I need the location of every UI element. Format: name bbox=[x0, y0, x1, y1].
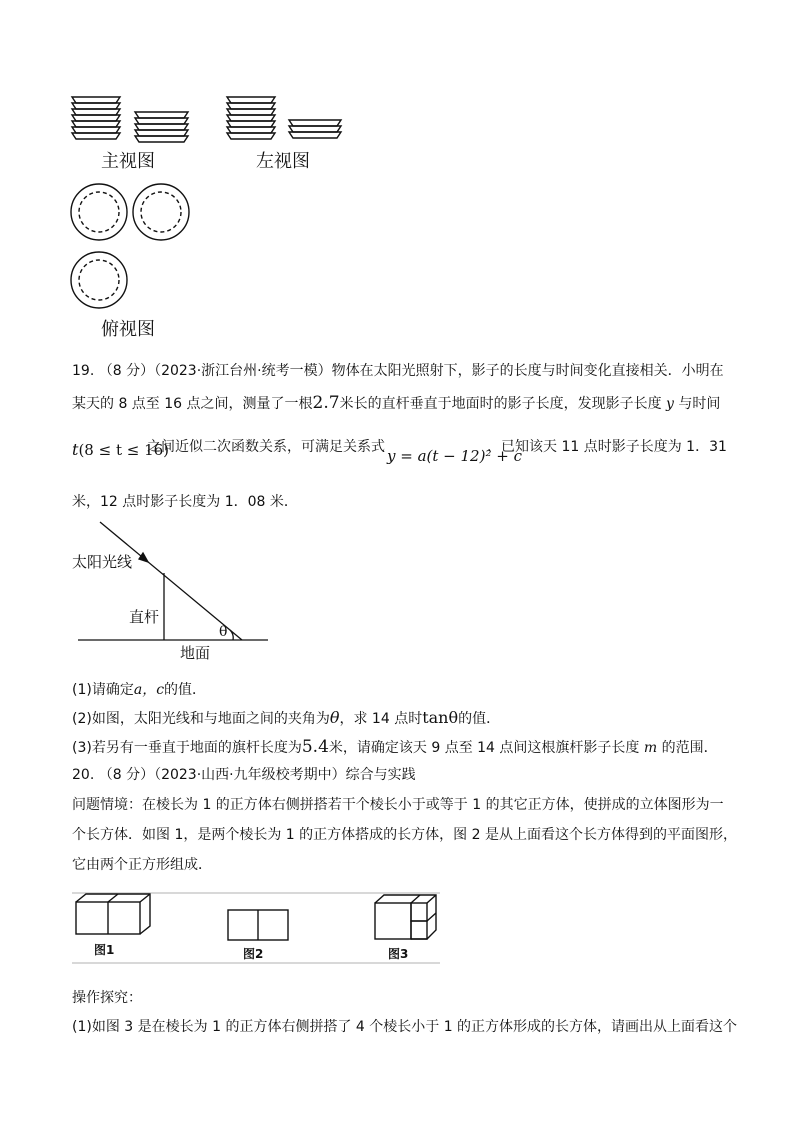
q20-explore-label: 操作探究： bbox=[72, 990, 142, 1006]
figure3-label: 图3 bbox=[388, 947, 409, 961]
angle-theta-label: θ bbox=[219, 624, 228, 640]
q19-line3-text-b: ．已知该天 11 点时影子长度为 1．31 bbox=[487, 439, 727, 455]
q19-line2-text-b: 米长的直杆垂直于地面时的影子长度，发现影子长度 bbox=[339, 396, 662, 412]
figure2-label: 图2 bbox=[243, 947, 264, 961]
q19-number: 19. bbox=[72, 363, 95, 379]
q20-number: 20. bbox=[72, 767, 95, 783]
side-view-label: 左视图 bbox=[256, 151, 310, 172]
q20-explore-line1: (1)如图 3 是在棱长为 1 的正方体右侧拼搭了 4 个棱长小于 1 的正方体形成的长方体，请画出从上面看这个 bbox=[72, 1019, 738, 1035]
q19-part2-text-a: (2)如图，太阳光线和与地面之间的夹角为 bbox=[72, 711, 330, 727]
q20-title: 综合与实践 bbox=[345, 767, 416, 783]
q20-source: （2023·山西·九年级校考期中） bbox=[154, 767, 346, 783]
q19-line2-text-c: 与时间 bbox=[678, 396, 721, 412]
q19-part2-text-c: 的值． bbox=[458, 711, 501, 727]
figure1-label: 图1 bbox=[94, 943, 115, 957]
figure1-cuboid bbox=[76, 894, 150, 934]
q19-part3-text-c: 的范围． bbox=[661, 740, 718, 756]
q19-formula: y = a(t − 12)² + c bbox=[387, 447, 522, 465]
q19-part1-text-a: (1)请确定 bbox=[72, 682, 134, 698]
pole-label: 直杆 bbox=[129, 608, 160, 626]
q19-var-t: t bbox=[72, 440, 79, 459]
q20-line1: 问题情境：在棱长为 1 的正方体右侧拼搭若干个棱长小于或等于 1 的其它正方体，使拼成的立体图形为一 bbox=[72, 797, 724, 813]
q20-line2: 个长方体．如图 1，是两个棱长为 1 的正方体搭成的长方体，图 2 是从上面看这个长方体得到的平面图形， bbox=[72, 827, 737, 843]
q19-var-m: m bbox=[643, 740, 658, 756]
q19-part1-text-b: 的值． bbox=[164, 682, 207, 698]
q19-part1-vars: a，c bbox=[133, 682, 165, 698]
q19-source: （2023·浙江台州·统考一模） bbox=[154, 363, 332, 379]
q19-line3-text-a: 之间近似二次函数关系，可满足关系式 bbox=[147, 439, 385, 455]
q19-line4: 米，12 点时影子长度为 1．08 米． bbox=[72, 494, 298, 510]
q19-line1-text: 物体在太阳光照射下，影子的长度与时间变化直接相关．小明在 bbox=[331, 363, 724, 379]
q19-score: （8 分） bbox=[98, 363, 155, 379]
q19-t-range: (8 ≤ t ≤ 16) bbox=[78, 441, 170, 459]
front-view-label: 主视图 bbox=[101, 151, 155, 172]
figure2-top-view bbox=[228, 910, 288, 940]
ground-label: 地面 bbox=[180, 644, 211, 662]
q19-part3-text-b: 米，请确定该天 9 点至 14 点间这根旗杆影子长度 bbox=[328, 740, 640, 756]
figure3-cuboid bbox=[375, 895, 436, 939]
q19-part2-text-b: ，求 14 点时 bbox=[339, 711, 423, 727]
q19-part2-theta: θ bbox=[329, 708, 340, 727]
sun-ray-label: 太阳光线 bbox=[72, 553, 133, 571]
q19-line2-text-a: 某天的 8 点至 16 点之间，测量了一根 bbox=[72, 396, 313, 412]
q19-pole-length: 2.7 bbox=[312, 393, 340, 413]
q19-part3-text-a: (3)若另有一垂直于地面的旗杆长度为 bbox=[72, 740, 302, 756]
q19-part2-tan: tanθ bbox=[422, 708, 459, 727]
q20-line3: 它由两个正方形组成． bbox=[72, 857, 212, 873]
top-view-label: 俯视图 bbox=[101, 319, 155, 340]
q19-flagpole-length: 5.4 bbox=[301, 737, 329, 757]
q19-var-y: y bbox=[666, 396, 674, 412]
q20-score: （8 分） bbox=[98, 767, 155, 783]
